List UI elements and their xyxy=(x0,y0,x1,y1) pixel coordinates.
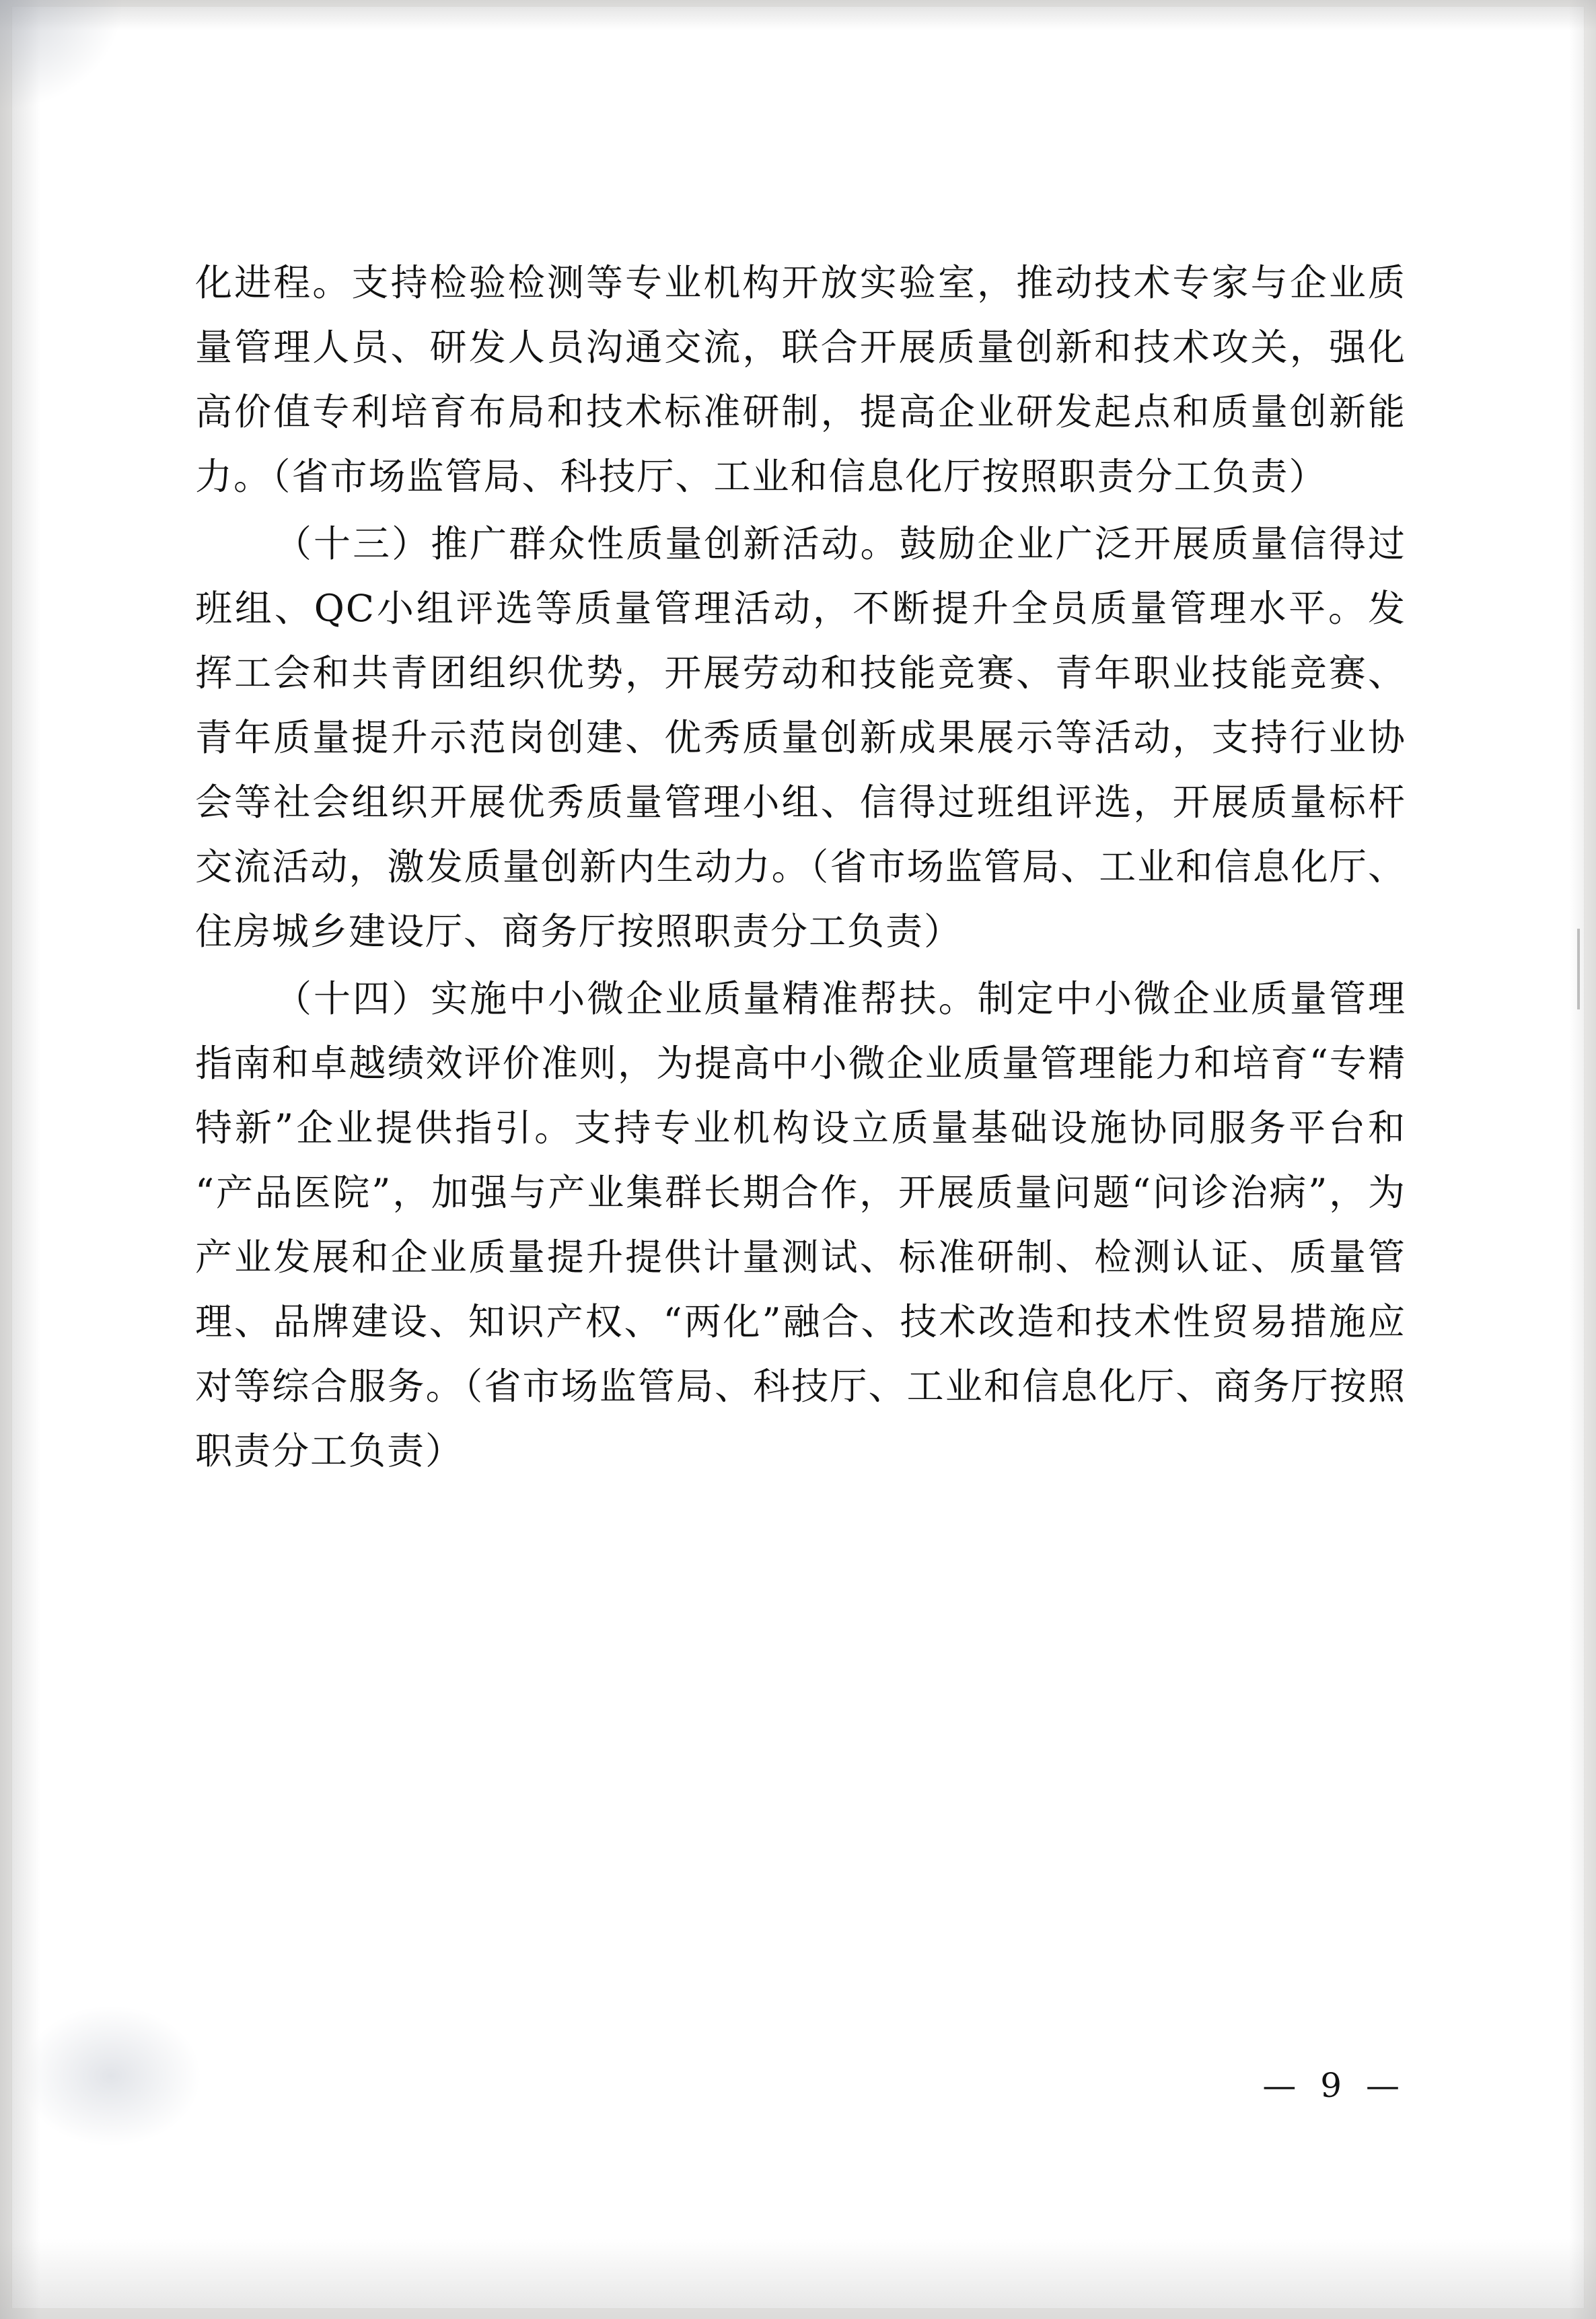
paragraph-item-13: （十三）推广群众性质量创新活动。鼓励企业广泛开展质量信得过班组、QC小组评选等质量管理活动，不断提升全员质量管理水平。发挥工会和共青团组织优势，开展劳动和技能竞赛、青年职业技能竞赛、青年质量提升示范岗创建、优秀质量创新成果展示等活动，支持行业协会等社会组织开展优秀质量管理小组、信得过班组评选，开展质量标杆交流活动，激发质量创新内生动力。（省市场监管局、工业和信息化厅、住房城乡建设厅、商务厅按照职责分工负责） xyxy=(195,522,1406,953)
paragraph-item-14: （十四）实施中小微企业质量精准帮扶。制定中小微企业质量管理指南和卓越绩效评价准则，为提高中小微企业质量管理能力和培育“专精特新”企业提供指引。支持专业机构设立质量基础设施协同服务平台和“产品医院”，加强与产业集群长期合作，开展质量问题“问诊治病”，为产业发展和企业质量提升提供计量测试、标准研制、检测认证、质量管理、品牌建设、知识产权、“两化”融合、技术改造和技术性贸易措施应对等综合服务。（省市场监管局、科技厅、工业和信息化厅、商务厅按照职责分工负责） xyxy=(195,977,1406,1472)
paragraph-continued: 化进程。支持检验检测等专业机构开放实验室，推动技术专家与企业质量管理人员、研发人员沟通交流，联合开展质量创新和技术攻关，强化高价值专利培育布局和技术标准研制，提高企业研发起点和质量创新能力。（省市场监管局、科技厅、工业和信息化厅按照职责分工负责） xyxy=(195,261,1406,498)
document-text-body xyxy=(195,250,1406,1486)
page-number: — 9 — xyxy=(1262,2066,1406,2105)
